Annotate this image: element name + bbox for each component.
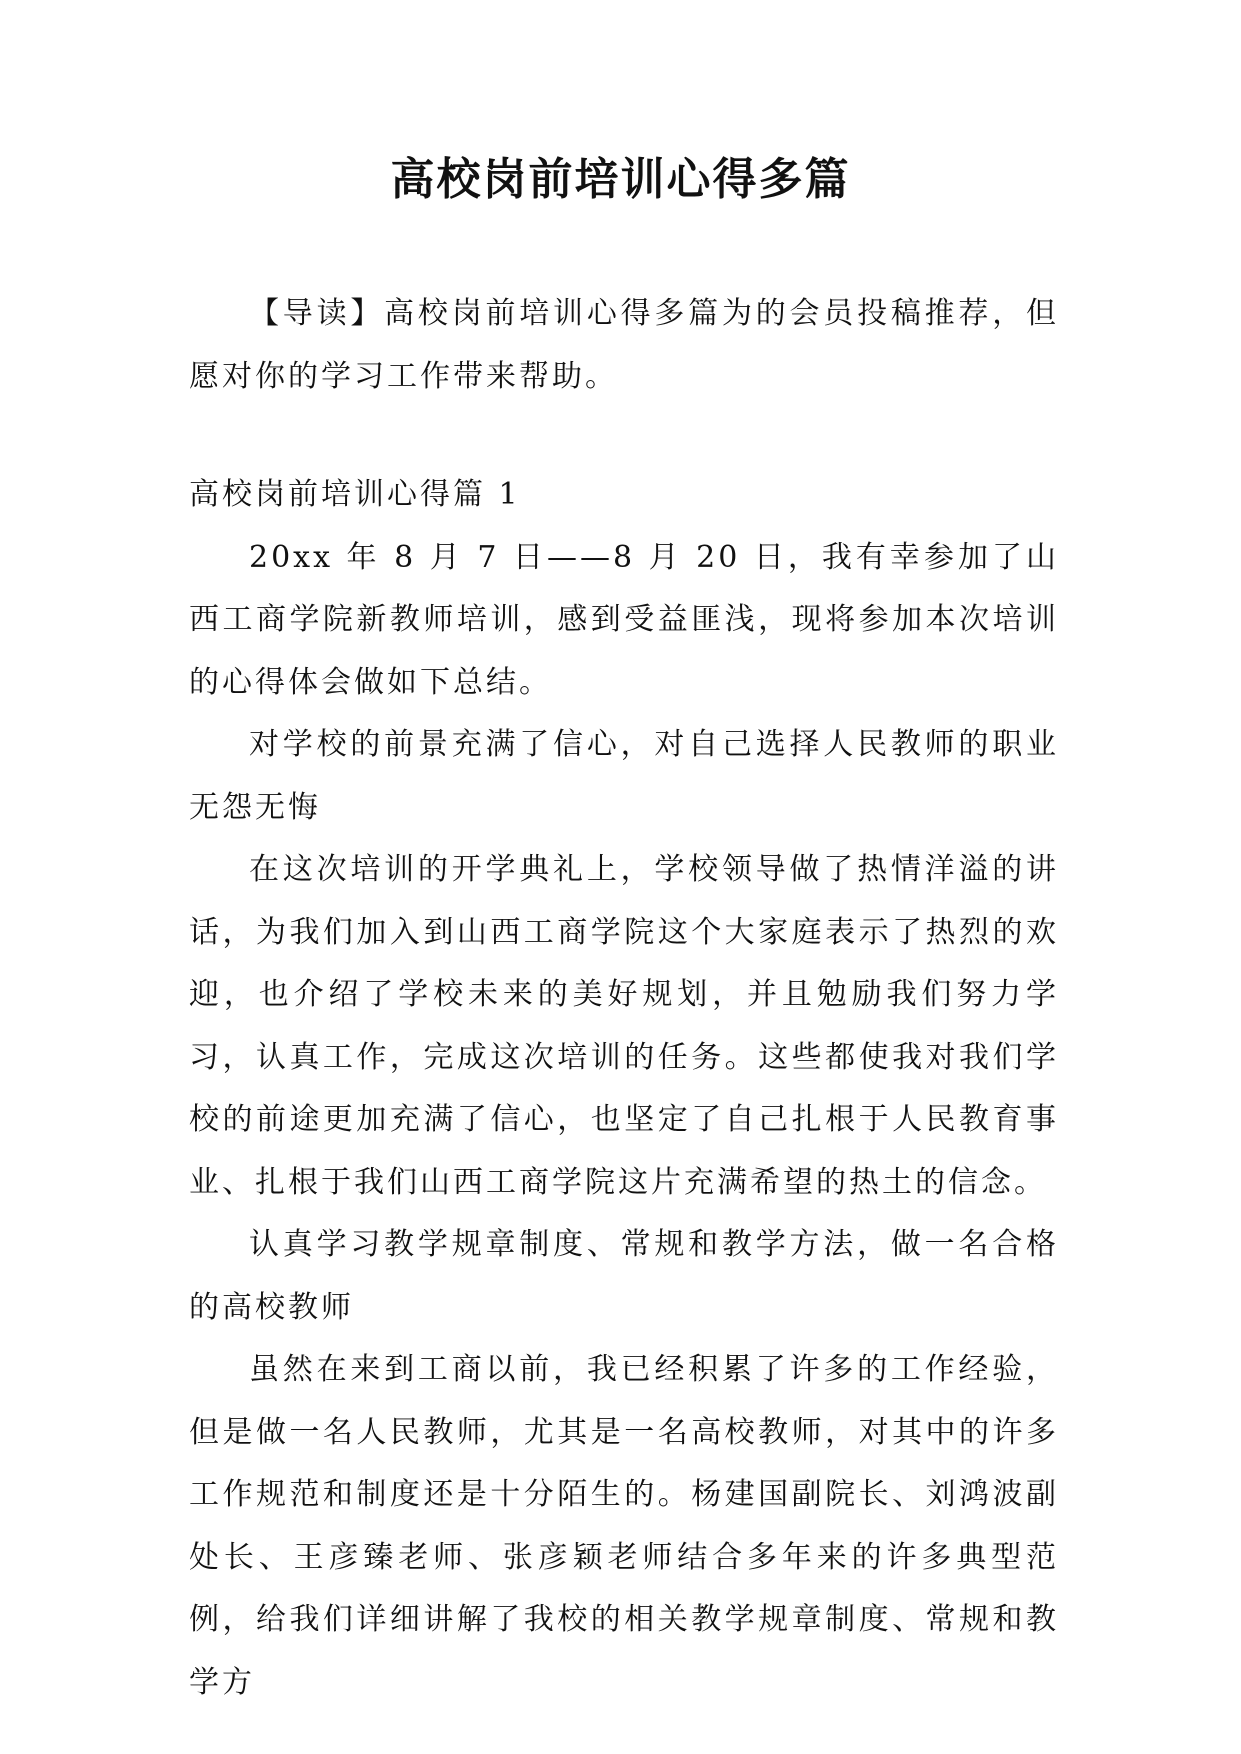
section-title: 高校岗前培训心得篇 1 <box>189 477 521 512</box>
document-title: 高校岗前培训心得多篇 <box>390 154 851 205</box>
body-paragraph: 20xx 年 8 月 7 日——8 月 20 日，我有幸参加了山西工商学院新教师培训，感到受益匪浅，现将参加本次培训的心得体会做如下总结。 <box>189 539 1059 700</box>
body-paragraph: 认真学习教学规章制度、常规和教学方法，做一名合格的高校教师 <box>189 1227 1059 1325</box>
document-body <box>189 283 1059 1714</box>
body-paragraph: 在这次培训的开学典礼上，学校领导做了热情洋溢的讲话，为我们加入到山西工商学院这个大家庭表示了热烈的欢迎，也介绍了学校未来的美好规划，并且勉励我们努力学习，认真工作，完成这次培训的任务。这些都使我对我们学校的前途更加充满了信心，也坚定了自己扎根于人民教育事业、扎根于我们山西工商学院这片充满希望的热土的信念。 <box>189 852 1059 1200</box>
body-paragraph: 虽然在来到工商以前，我已经积累了许多的工作经验，但是做一名人民教师，尤其是一名高校教师，对其中的许多工作规范和制度还是十分陌生的。杨建国副院长、刘鸿波副处长、王彦臻老师、张彦颖老师结合多年来的许多典型范例，给我们详细讲解了我校的相关教学规章制度、常规和教学方 <box>189 1352 1059 1700</box>
lead-paragraph: 【导读】高校岗前培训心得多篇为的会员投稿推荐，但愿对你的学习工作带来帮助。 <box>189 296 1059 394</box>
body-paragraph: 对学校的前景充满了信心，对自己选择人民教师的职业无怨无悔 <box>189 727 1059 825</box>
